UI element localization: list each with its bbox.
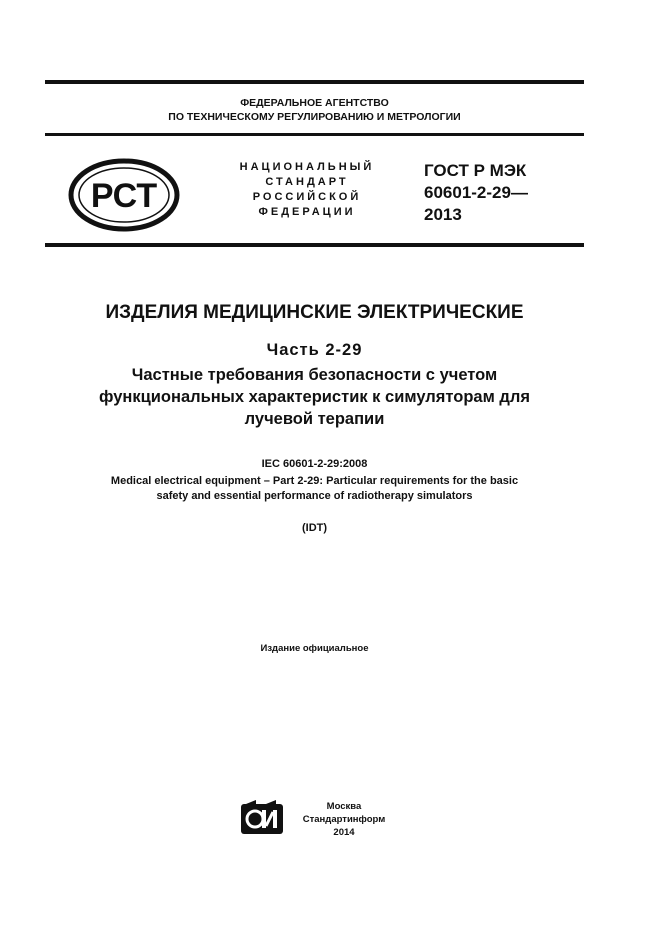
national-standard-line-3: РОССИЙСКОЙ (252, 191, 362, 203)
subtitle-line-3: лучевой терапии (244, 410, 385, 428)
edition-label: Издание официальное (260, 643, 369, 654)
publisher-block (292, 800, 396, 839)
idt-label: (IDT) (301, 522, 328, 534)
iec-number: IEC 60601-2-29:2008 (261, 458, 368, 470)
iec-title-line-1: Medical electrical equipment – Part 2-29: Particular requirements for the basic (110, 475, 519, 487)
subtitle-line-2: функциональных характеристик к симуляторам для (99, 388, 530, 406)
top-rule (45, 80, 584, 84)
publisher-city: Москва (326, 801, 362, 812)
national-standard-line-2: СТАНДАРТ (265, 176, 349, 188)
publisher-year: 2014 (333, 827, 355, 838)
subtitle-line-1: Частные требования безопасности с учетом (131, 366, 498, 384)
rst-logo-letters: РСТ (90, 177, 158, 215)
standard-designation (424, 160, 584, 226)
designation-line-2: 60601-2-29— (424, 183, 528, 202)
iec-title-line-2: safety and essential performance of radiotherapy simulators (156, 490, 473, 502)
agency-line-1: ФЕДЕРАЛЬНОЕ АГЕНТСТВО (240, 97, 389, 109)
designation-rule (45, 243, 584, 247)
agency-header (45, 96, 584, 124)
standartinform-logo (240, 800, 284, 836)
national-standard-line-4: ФЕДЕРАЦИИ (258, 206, 356, 218)
national-standard-line-1: НАЦИОНАЛЬНЫЙ (239, 161, 375, 173)
national-standard-label (222, 160, 392, 220)
iec-title (60, 474, 569, 504)
designation-line-1: ГОСТ Р МЭК (424, 161, 527, 180)
document-title: ИЗДЕЛИЯ МЕДИЦИНСКИЕ ЭЛЕКТРИЧЕСКИЕ (105, 302, 524, 323)
designation-line-3: 2013 (424, 205, 462, 224)
header-rule (45, 133, 584, 136)
document-part: Часть 2-29 (266, 341, 363, 359)
agency-line-2: ПО ТЕХНИЧЕСКОМУ РЕГУЛИРОВАНИЮ И МЕТРОЛОГИИ (168, 111, 461, 123)
publisher-name: Стандартинформ (302, 814, 386, 825)
document-subtitle (40, 364, 589, 430)
rst-logo (68, 158, 180, 232)
